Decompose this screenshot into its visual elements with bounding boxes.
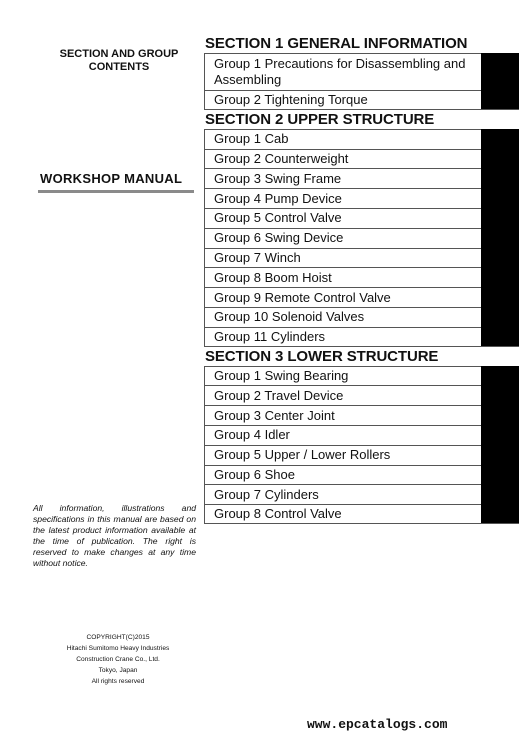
table-of-contents (204, 34, 519, 524)
section-tab (481, 307, 519, 327)
group-label: Group 9 Remote Control Valve (214, 289, 391, 305)
toc-row[interactable] (204, 405, 519, 425)
toc-row[interactable] (204, 188, 519, 208)
section-tab (481, 168, 519, 188)
section-tab (481, 425, 519, 445)
group-label: Group 1 Precautions for Disassembling and Assembling (214, 56, 466, 87)
section-tab (481, 228, 519, 248)
toc-row[interactable] (204, 168, 519, 188)
group-label: Group 5 Control Valve (214, 210, 342, 226)
section-tab (481, 129, 519, 149)
group-label: Group 2 Travel Device (214, 387, 344, 403)
section-tab (481, 385, 519, 405)
section-tab (481, 90, 519, 109)
section-tab (481, 267, 519, 287)
section-tab (481, 504, 519, 523)
group-label: Group 1 Cab (214, 131, 289, 147)
contents-title-line2: CONTENTS (88, 61, 150, 73)
toc-row[interactable] (204, 307, 519, 327)
section-tab (481, 248, 519, 268)
toc-row[interactable] (204, 504, 519, 524)
toc-row[interactable] (204, 208, 519, 228)
toc-row[interactable] (204, 425, 519, 445)
section-tab (481, 208, 519, 228)
group-label: Group 4 Pump Device (214, 190, 342, 206)
manual-title: WORKSHOP MANUAL (40, 171, 183, 186)
section-tab (481, 287, 519, 307)
toc-row[interactable] (204, 327, 519, 347)
group-label: Group 6 Shoe (214, 466, 295, 482)
contents-title (38, 48, 200, 74)
section-tab (481, 445, 519, 465)
group-label: Group 8 Boom Hoist (214, 269, 332, 285)
section-3-heading: SECTION 3 LOWER STRUCTURE (205, 347, 439, 365)
toc-row[interactable] (204, 267, 519, 287)
toc-row[interactable] (204, 287, 519, 307)
group-label: Group 10 Solenoid Valves (214, 309, 365, 325)
group-label: Group 1 Swing Bearing (214, 367, 349, 383)
copyright-line: All rights reserved (91, 678, 145, 685)
group-label: Group 6 Swing Device (214, 230, 344, 246)
section-tab (481, 188, 519, 208)
section-tab (481, 484, 519, 504)
manual-title-underline (38, 190, 194, 193)
toc-row[interactable] (204, 445, 519, 465)
group-label: Group 11 Cylinders (214, 328, 326, 344)
section-tab (481, 53, 519, 90)
toc-row[interactable] (204, 248, 519, 268)
toc-row[interactable] (204, 90, 519, 110)
section-tab (481, 465, 519, 485)
copyright-line: COPYRIGHT(C)2015 (86, 634, 150, 641)
copyright-line: Hitachi Sumitomo Heavy Industries (66, 645, 170, 652)
disclaimer-text: All information, illustrations and specifications in this manual are based on the latest product information available at the time of publication. The right is reserved to make changes at any time without notice. (33, 503, 196, 568)
group-label: Group 3 Center Joint (214, 407, 335, 423)
toc-row[interactable] (204, 228, 519, 248)
group-label: Group 2 Tightening Torque (214, 91, 368, 107)
group-label: Group 5 Upper / Lower Rollers (214, 447, 391, 463)
toc-row[interactable] (204, 53, 519, 90)
group-label: Group 2 Counterweight (214, 150, 349, 166)
toc-row[interactable] (204, 366, 519, 386)
group-label: Group 8 Control Valve (214, 506, 342, 522)
website-url[interactable]: www.epcatalogs.com (307, 717, 448, 732)
group-label: Group 7 Cylinders (214, 486, 319, 502)
toc-row[interactable] (204, 465, 519, 485)
section-tab (481, 149, 519, 169)
toc-row[interactable] (204, 149, 519, 169)
toc-row[interactable] (204, 484, 519, 504)
group-label: Group 7 Winch (214, 249, 301, 265)
section-1-heading: SECTION 1 GENERAL INFORMATION (205, 35, 468, 52)
section-tab (481, 405, 519, 425)
section-2-heading: SECTION 2 UPPER STRUCTURE (205, 110, 435, 128)
copyright-block (35, 632, 201, 687)
group-label: Group 4 Idler (214, 427, 290, 443)
group-label: Group 3 Swing Frame (214, 170, 342, 186)
contents-title-line1: SECTION AND GROUP (59, 48, 179, 60)
section-tab (481, 366, 519, 386)
section-tab (481, 327, 519, 346)
toc-row[interactable] (204, 385, 519, 405)
copyright-line: Tokyo, Japan (98, 667, 138, 674)
copyright-line: Construction Crane Co., Ltd. (76, 656, 160, 663)
toc-row[interactable] (204, 129, 519, 149)
